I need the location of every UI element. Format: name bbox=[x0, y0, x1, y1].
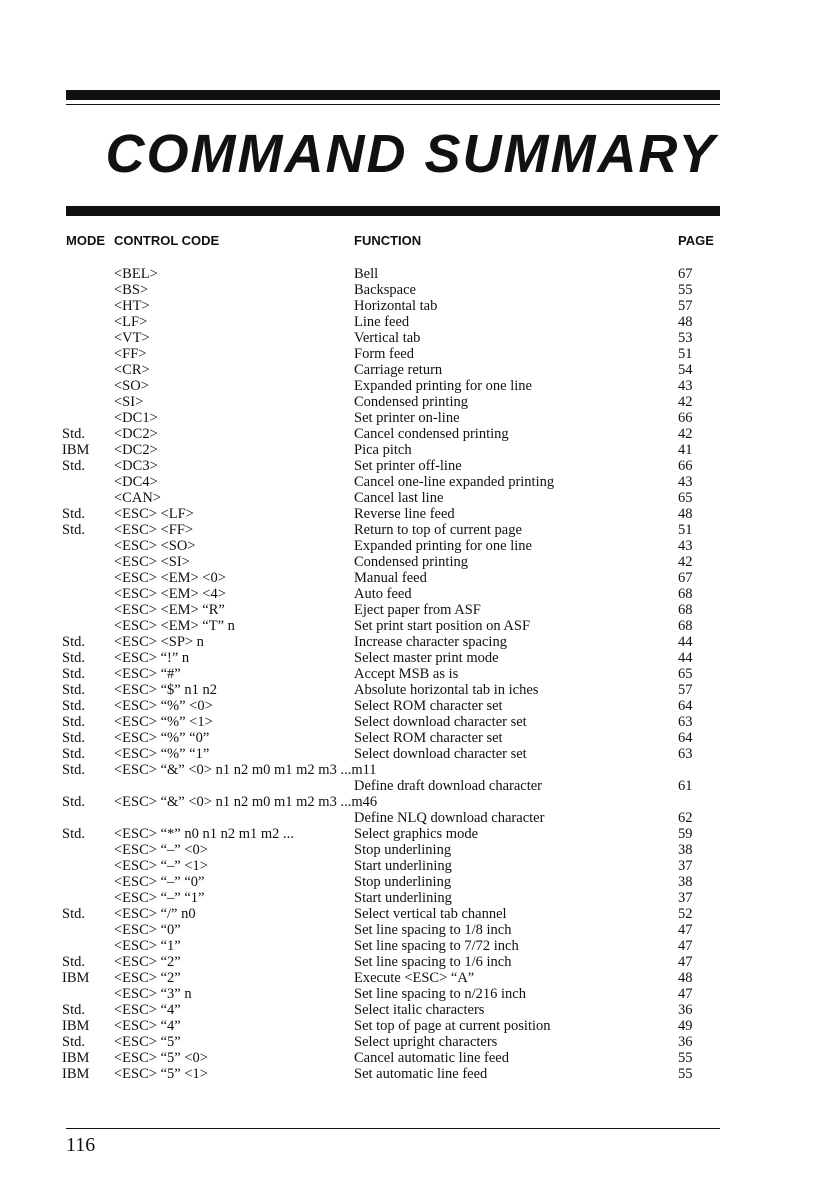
page-cell: 37 bbox=[678, 890, 693, 906]
mode-cell: IBM bbox=[62, 1066, 90, 1082]
function-cell: Reverse line feed bbox=[354, 506, 455, 522]
function-cell: Select italic characters bbox=[354, 1002, 485, 1018]
control-code-cell: <DC2> bbox=[114, 442, 158, 458]
title-underline-rule bbox=[66, 206, 720, 216]
mode-cell: IBM bbox=[62, 1018, 90, 1034]
table-row bbox=[0, 698, 838, 714]
mode-cell: IBM bbox=[62, 970, 90, 986]
table-row bbox=[0, 362, 838, 378]
control-code-cell: <ESC> <FF> bbox=[114, 522, 194, 538]
table-row bbox=[0, 810, 838, 826]
page-cell: 63 bbox=[678, 746, 693, 762]
function-cell: Form feed bbox=[354, 346, 414, 362]
table-row bbox=[0, 554, 838, 570]
page-cell: 47 bbox=[678, 986, 693, 1002]
mode-cell: IBM bbox=[62, 442, 90, 458]
page-cell: 61 bbox=[678, 778, 693, 794]
control-code-cell: <ESC> <EM> <0> bbox=[114, 570, 226, 586]
control-code-cell: <SO> bbox=[114, 378, 149, 394]
control-code-cell: <ESC> “%” “1” bbox=[114, 746, 210, 762]
function-cell: Bell bbox=[354, 266, 379, 282]
table-row bbox=[0, 842, 838, 858]
table-row bbox=[0, 666, 838, 682]
control-code-cell: <BS> bbox=[114, 282, 149, 298]
control-code-cell: <FF> bbox=[114, 346, 147, 362]
page-cell: 68 bbox=[678, 618, 693, 634]
top-thick-rule bbox=[66, 90, 720, 100]
mode-cell: Std. bbox=[62, 730, 85, 746]
function-cell: Stop underlining bbox=[354, 874, 452, 890]
page-cell: 38 bbox=[678, 842, 693, 858]
page-cell: 57 bbox=[678, 682, 693, 698]
function-cell: Select download character set bbox=[354, 714, 527, 730]
table-row bbox=[0, 714, 838, 730]
control-code-cell: <ESC> <LF> bbox=[114, 506, 194, 522]
page-cell: 44 bbox=[678, 634, 693, 650]
function-cell: Line feed bbox=[354, 314, 410, 330]
function-cell: Select graphics mode bbox=[354, 826, 479, 842]
mode-cell: Std. bbox=[62, 714, 85, 730]
control-code-cell: <ESC> “/” n0 bbox=[114, 906, 196, 922]
control-code-cell: <ESC> “4” bbox=[114, 1002, 181, 1018]
function-cell: Select vertical tab channel bbox=[354, 906, 507, 922]
control-code-cell: <ESC> “4” bbox=[114, 1018, 181, 1034]
page-cell: 63 bbox=[678, 714, 693, 730]
table-row bbox=[0, 906, 838, 922]
control-code-cell: <ESC> “%” <1> bbox=[114, 714, 213, 730]
table-row bbox=[0, 378, 838, 394]
table-row bbox=[0, 1018, 838, 1034]
function-cell: Set line spacing to 1/6 inch bbox=[354, 954, 512, 970]
control-code-cell: <ESC> “%” “0” bbox=[114, 730, 210, 746]
table-row bbox=[0, 858, 838, 874]
control-code-cell: <ESC> “&” <0> n1 n2 m0 m1 m2 m3 ...m46 bbox=[114, 794, 378, 810]
page-cell: 36 bbox=[678, 1002, 693, 1018]
function-cell: Define draft download character bbox=[354, 778, 542, 794]
function-cell: Return to top of current page bbox=[354, 522, 522, 538]
mode-cell: Std. bbox=[62, 794, 85, 810]
function-cell: Pica pitch bbox=[354, 442, 412, 458]
control-code-cell: <ESC> “0” bbox=[114, 922, 181, 938]
header-function: FUNCTION bbox=[354, 233, 422, 248]
table-row bbox=[0, 730, 838, 746]
function-cell: Set line spacing to 1/8 inch bbox=[354, 922, 512, 938]
control-code-cell: <ESC> “5” bbox=[114, 1034, 181, 1050]
control-code-cell: <ESC> “1” bbox=[114, 938, 181, 954]
header-mode: MODE bbox=[66, 233, 105, 248]
function-cell: Select download character set bbox=[354, 746, 527, 762]
table-row bbox=[0, 826, 838, 842]
page-cell: 44 bbox=[678, 650, 693, 666]
page-cell: 47 bbox=[678, 922, 693, 938]
control-code-cell: <ESC> “&” <0> n1 n2 m0 m1 m2 m3 ...m11 bbox=[114, 762, 377, 778]
mode-cell: Std. bbox=[62, 506, 85, 522]
page-cell: 68 bbox=[678, 586, 693, 602]
table-row bbox=[0, 410, 838, 426]
command-table bbox=[0, 266, 838, 1082]
function-cell: Vertical tab bbox=[354, 330, 421, 346]
table-row bbox=[0, 874, 838, 890]
control-code-cell: <CAN> bbox=[114, 490, 161, 506]
mode-cell: Std. bbox=[62, 458, 85, 474]
control-code-cell: <ESC> “–” “0” bbox=[114, 874, 205, 890]
control-code-cell: <BEL> bbox=[114, 266, 158, 282]
control-code-cell: <ESC> “#” bbox=[114, 666, 181, 682]
page-cell: 48 bbox=[678, 970, 693, 986]
table-row bbox=[0, 490, 838, 506]
table-row bbox=[0, 778, 838, 794]
page-cell: 67 bbox=[678, 570, 693, 586]
table-row bbox=[0, 746, 838, 762]
page-cell: 66 bbox=[678, 410, 693, 426]
function-cell: Select master print mode bbox=[354, 650, 499, 666]
page-cell: 54 bbox=[678, 362, 693, 378]
control-code-cell: <ESC> <SI> bbox=[114, 554, 190, 570]
function-cell: Expanded printing for one line bbox=[354, 378, 532, 394]
function-cell: Cancel condensed printing bbox=[354, 426, 509, 442]
table-row bbox=[0, 506, 838, 522]
page-cell: 68 bbox=[678, 602, 693, 618]
mode-cell: Std. bbox=[62, 682, 85, 698]
control-code-cell: <ESC> <SO> bbox=[114, 538, 196, 554]
page-cell: 41 bbox=[678, 442, 693, 458]
page-cell: 42 bbox=[678, 394, 693, 410]
mode-cell: Std. bbox=[62, 650, 85, 666]
table-row bbox=[0, 474, 838, 490]
header-control-code: CONTROL CODE bbox=[114, 233, 220, 248]
page-cell: 43 bbox=[678, 378, 693, 394]
page-number: 116 bbox=[66, 1134, 96, 1156]
page-cell: 48 bbox=[678, 506, 693, 522]
control-code-cell: <ESC> “5” <0> bbox=[114, 1050, 208, 1066]
mode-cell: Std. bbox=[62, 522, 85, 538]
table-row bbox=[0, 650, 838, 666]
table-row bbox=[0, 330, 838, 346]
function-cell: Define NLQ download character bbox=[354, 810, 545, 826]
page-cell: 47 bbox=[678, 938, 693, 954]
table-row bbox=[0, 1050, 838, 1066]
control-code-cell: <ESC> “–” <1> bbox=[114, 858, 208, 874]
control-code-cell: <VT> bbox=[114, 330, 150, 346]
table-header bbox=[0, 233, 838, 251]
control-code-cell: <ESC> <EM> <4> bbox=[114, 586, 226, 602]
function-cell: Condensed printing bbox=[354, 554, 468, 570]
control-code-cell: <ESC> “3” n bbox=[114, 986, 192, 1002]
table-row bbox=[0, 346, 838, 362]
page-cell: 65 bbox=[678, 666, 693, 682]
function-cell: Set line spacing to 7/72 inch bbox=[354, 938, 519, 954]
function-cell: Set printer on-line bbox=[354, 410, 460, 426]
control-code-cell: <ESC> “–” “1” bbox=[114, 890, 205, 906]
mode-cell: Std. bbox=[62, 426, 85, 442]
control-code-cell: <ESC> “–” <0> bbox=[114, 842, 208, 858]
table-row bbox=[0, 538, 838, 554]
control-code-cell: <ESC> “*” n0 n1 n2 m1 m2 ... bbox=[114, 826, 294, 842]
function-cell: Start underlining bbox=[354, 890, 452, 906]
control-code-cell: <ESC> “$” n1 n2 bbox=[114, 682, 217, 698]
function-cell: Execute <ESC> “A” bbox=[354, 970, 475, 986]
table-row bbox=[0, 602, 838, 618]
page-cell: 42 bbox=[678, 426, 693, 442]
table-row bbox=[0, 1066, 838, 1082]
page-cell: 55 bbox=[678, 1066, 693, 1082]
mode-cell: Std. bbox=[62, 698, 85, 714]
control-code-cell: <DC2> bbox=[114, 426, 158, 442]
table-row bbox=[0, 442, 838, 458]
mode-cell: Std. bbox=[62, 634, 85, 650]
function-cell: Absolute horizontal tab in iches bbox=[354, 682, 539, 698]
page-cell: 51 bbox=[678, 522, 693, 538]
table-row bbox=[0, 682, 838, 698]
function-cell: Select ROM character set bbox=[354, 698, 503, 714]
page-cell: 51 bbox=[678, 346, 693, 362]
control-code-cell: <CR> bbox=[114, 362, 150, 378]
page-cell: 57 bbox=[678, 298, 693, 314]
table-row bbox=[0, 794, 838, 810]
function-cell: Accept MSB as is bbox=[354, 666, 459, 682]
mode-cell: Std. bbox=[62, 1002, 85, 1018]
header-page: PAGE bbox=[678, 233, 714, 248]
table-row bbox=[0, 1034, 838, 1050]
page-cell: 38 bbox=[678, 874, 693, 890]
control-code-cell: <ESC> “2” bbox=[114, 954, 181, 970]
function-cell: Eject paper from ASF bbox=[354, 602, 481, 618]
mode-cell: Std. bbox=[62, 1034, 85, 1050]
page-cell: 66 bbox=[678, 458, 693, 474]
function-cell: Select ROM character set bbox=[354, 730, 503, 746]
page-cell: 55 bbox=[678, 1050, 693, 1066]
page-cell: 62 bbox=[678, 810, 693, 826]
table-row bbox=[0, 938, 838, 954]
function-cell: Set print start position on ASF bbox=[354, 618, 531, 634]
page-cell: 43 bbox=[678, 538, 693, 554]
page-cell: 55 bbox=[678, 282, 693, 298]
function-cell: Condensed printing bbox=[354, 394, 468, 410]
table-row bbox=[0, 1002, 838, 1018]
page-cell: 53 bbox=[678, 330, 693, 346]
page-cell: 65 bbox=[678, 490, 693, 506]
function-cell: Auto feed bbox=[354, 586, 412, 602]
mode-cell: Std. bbox=[62, 906, 85, 922]
page-cell: 67 bbox=[678, 266, 693, 282]
table-row bbox=[0, 618, 838, 634]
page-cell: 36 bbox=[678, 1034, 693, 1050]
control-code-cell: <ESC> “%” <0> bbox=[114, 698, 213, 714]
page-cell: 42 bbox=[678, 554, 693, 570]
control-code-cell: <DC3> bbox=[114, 458, 158, 474]
function-cell: Manual feed bbox=[354, 570, 427, 586]
table-row bbox=[0, 282, 838, 298]
mode-cell: Std. bbox=[62, 666, 85, 682]
control-code-cell: <ESC> <EM> “R” bbox=[114, 602, 225, 618]
page-cell: 52 bbox=[678, 906, 693, 922]
function-cell: Set automatic line feed bbox=[354, 1066, 488, 1082]
table-row bbox=[0, 426, 838, 442]
mode-cell: Std. bbox=[62, 826, 85, 842]
footer-rule bbox=[66, 1128, 720, 1129]
mode-cell: IBM bbox=[62, 1050, 90, 1066]
table-row bbox=[0, 586, 838, 602]
control-code-cell: <ESC> “!” n bbox=[114, 650, 190, 666]
control-code-cell: <ESC> <SP> n bbox=[114, 634, 204, 650]
page-cell: 47 bbox=[678, 954, 693, 970]
top-thin-rule bbox=[66, 104, 720, 105]
table-row bbox=[0, 970, 838, 986]
mode-cell: Std. bbox=[62, 762, 85, 778]
function-cell: Select upright characters bbox=[354, 1034, 498, 1050]
page-title: COMMAND SUMMARY bbox=[105, 124, 717, 184]
function-cell: Set line spacing to n/216 inch bbox=[354, 986, 526, 1002]
page-cell: 48 bbox=[678, 314, 693, 330]
table-row bbox=[0, 394, 838, 410]
control-code-cell: <ESC> “2” bbox=[114, 970, 181, 986]
table-row bbox=[0, 762, 838, 778]
mode-cell: Std. bbox=[62, 954, 85, 970]
table-row bbox=[0, 922, 838, 938]
function-cell: Cancel automatic line feed bbox=[354, 1050, 509, 1066]
table-row bbox=[0, 986, 838, 1002]
function-cell: Set printer off-line bbox=[354, 458, 462, 474]
table-row bbox=[0, 634, 838, 650]
page-cell: 37 bbox=[678, 858, 693, 874]
function-cell: Backspace bbox=[354, 282, 416, 298]
control-code-cell: <DC4> bbox=[114, 474, 158, 490]
table-row bbox=[0, 266, 838, 282]
function-cell: Cancel one-line expanded printing bbox=[354, 474, 555, 490]
function-cell: Stop underlining bbox=[354, 842, 452, 858]
control-code-cell: <SI> bbox=[114, 394, 144, 410]
table-row bbox=[0, 298, 838, 314]
control-code-cell: <LF> bbox=[114, 314, 148, 330]
table-row bbox=[0, 458, 838, 474]
table-row bbox=[0, 890, 838, 906]
table-row bbox=[0, 314, 838, 330]
table-row bbox=[0, 570, 838, 586]
control-code-cell: <HT> bbox=[114, 298, 150, 314]
function-cell: Cancel last line bbox=[354, 490, 444, 506]
control-code-cell: <DC1> bbox=[114, 410, 158, 426]
page-cell: 64 bbox=[678, 698, 693, 714]
function-cell: Increase character spacing bbox=[354, 634, 507, 650]
function-cell: Horizontal tab bbox=[354, 298, 438, 314]
table-row bbox=[0, 522, 838, 538]
page-cell: 64 bbox=[678, 730, 693, 746]
function-cell: Expanded printing for one line bbox=[354, 538, 532, 554]
function-cell: Carriage return bbox=[354, 362, 443, 378]
mode-cell: Std. bbox=[62, 746, 85, 762]
table-row bbox=[0, 954, 838, 970]
control-code-cell: <ESC> <EM> “T” n bbox=[114, 618, 235, 634]
page-cell: 43 bbox=[678, 474, 693, 490]
function-cell: Start underlining bbox=[354, 858, 452, 874]
control-code-cell: <ESC> “5” <1> bbox=[114, 1066, 208, 1082]
page-cell: 49 bbox=[678, 1018, 693, 1034]
function-cell: Set top of page at current position bbox=[354, 1018, 551, 1034]
page-cell: 59 bbox=[678, 826, 693, 842]
